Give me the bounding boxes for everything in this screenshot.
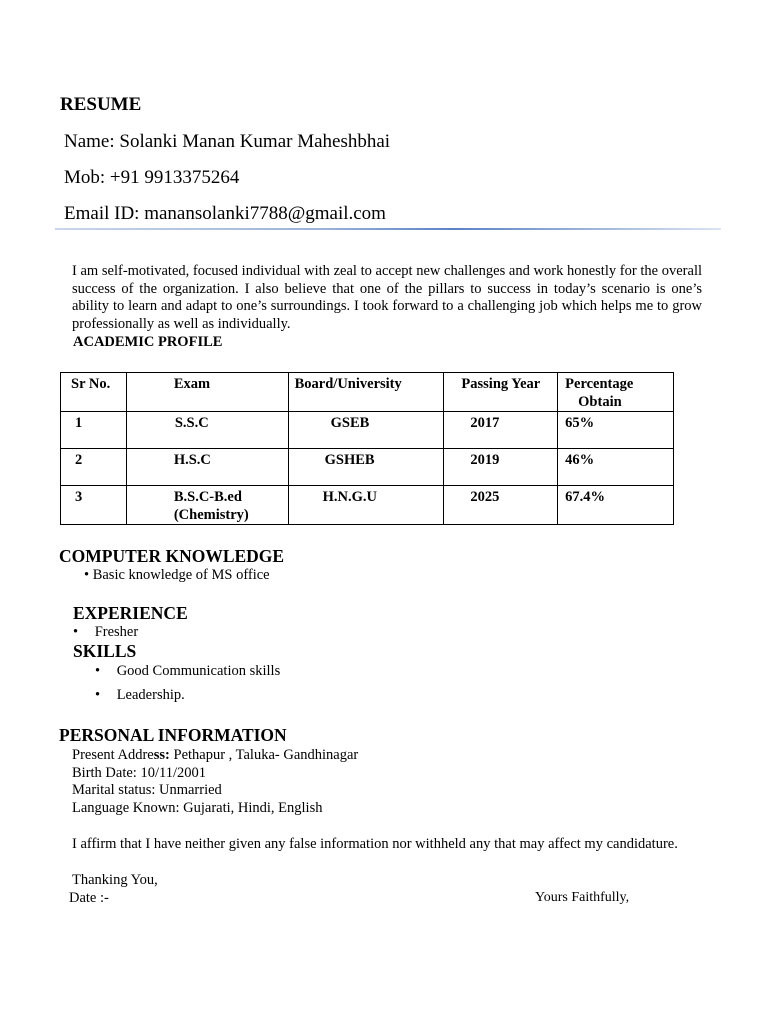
skill-item-0: Good Communication skills <box>116 663 281 679</box>
header-divider <box>55 228 721 230</box>
career-summary: I am self-motivated, focused individual with zeal to accept new challenges and work honestly for the overall success of the organization. I also believe that one of the pillars to success in today’s scenario is one’s ability to learn and adapt to one’s surroundings. I took forward to a challenging job which helps me to grow professionally as well as individually. <box>72 263 702 332</box>
experience-item-0: Fresher <box>94 624 139 640</box>
table-header-row <box>61 373 674 412</box>
marital-status: Marital status: Unmarried <box>72 782 222 798</box>
table-row: 3 B.S.C-B.ed (Chemistry) H.N.G.U 2025 67.4% <box>61 486 674 525</box>
col-header-year: Passing Year <box>444 373 558 412</box>
bullet-icon: • <box>84 567 90 583</box>
table-row: 1 S.S.C GSEB 2017 65% <box>61 412 674 449</box>
list-item <box>73 624 138 641</box>
experience-heading: EXPERIENCE <box>73 603 188 623</box>
computer-knowledge-heading: COMPUTER KNOWLEDGE <box>59 546 285 566</box>
col-header-exam: Exam <box>126 373 288 412</box>
list-item <box>95 663 280 680</box>
yours-faithfully: Yours Faithfully, <box>535 890 630 905</box>
present-address: Present Address: Pethapur , Taluka- Gandhinagar <box>72 747 359 763</box>
table-row: 2 H.S.C GSHEB 2019 46% <box>61 449 674 486</box>
academic-table <box>60 372 674 525</box>
academic-profile-heading: ACADEMIC PROFILE <box>73 334 223 350</box>
resume-title: RESUME <box>60 94 142 115</box>
bullet-icon: • <box>95 687 101 703</box>
col-header-sr: Sr No. <box>61 373 127 412</box>
bullet-icon: • <box>95 663 101 679</box>
candidate-name: Name: Solanki Manan Kumar Maheshbhai <box>64 131 391 152</box>
col-header-board: Board/University <box>288 373 444 412</box>
email-id: Email ID: manansolanki7788@gmail.com <box>64 203 386 224</box>
skill-item-1: Leadership. <box>116 687 185 703</box>
personal-info-heading: PERSONAL INFORMATION <box>59 725 287 745</box>
bullet-icon: • <box>73 624 79 640</box>
birth-date: Birth Date: 10/11/2001 <box>72 765 206 781</box>
skills-heading: SKILLS <box>73 641 137 661</box>
declaration: I affirm that I have neither given any false information nor withheld any that may affect my candidature. <box>72 836 678 852</box>
date-label: Date :- <box>69 890 109 906</box>
computer-item-0: Basic knowledge of MS office <box>92 567 270 583</box>
list-item <box>84 567 270 584</box>
col-header-percentage: Percentage Obtain <box>558 373 674 412</box>
thanking-you: Thanking You, <box>72 872 158 888</box>
mobile-number: Mob: +91 9913375264 <box>64 167 240 188</box>
languages-known: Language Known: Gujarati, Hindi, English <box>72 800 323 816</box>
list-item <box>95 687 185 704</box>
